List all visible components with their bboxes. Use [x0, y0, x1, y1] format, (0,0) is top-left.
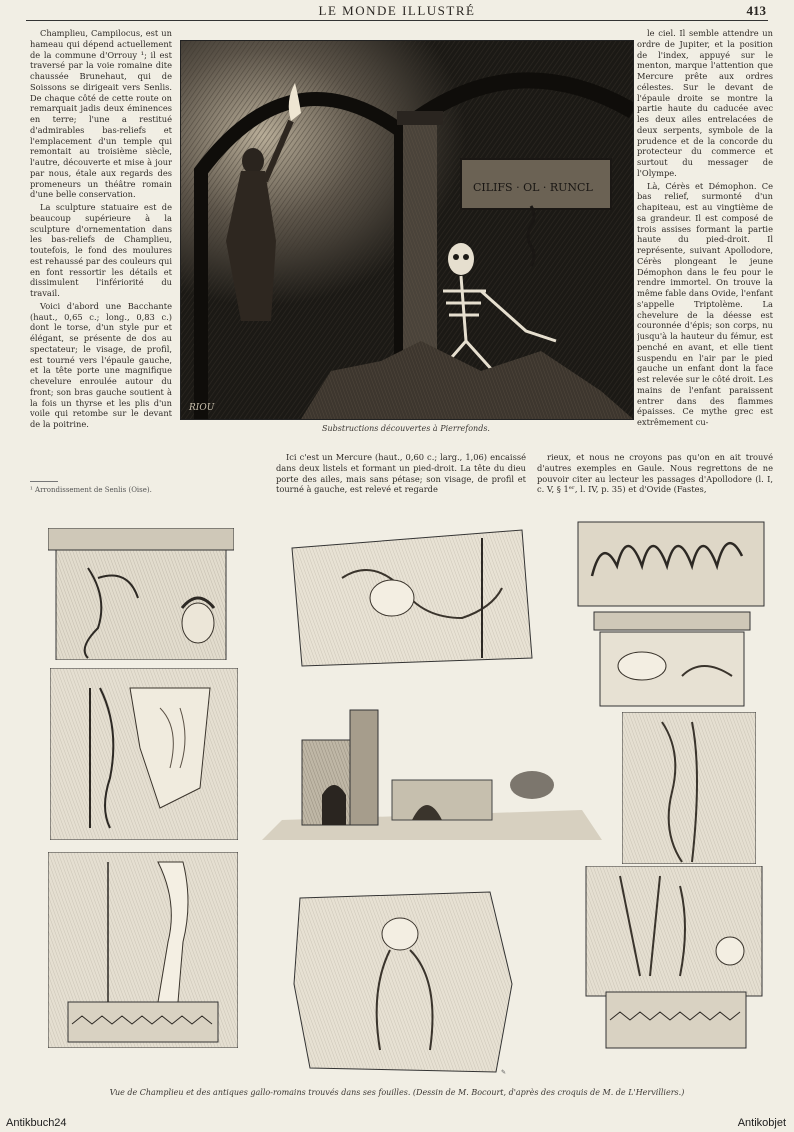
footnote-rule — [30, 481, 58, 482]
article-column-2 — [276, 452, 526, 496]
plate-caption: Vue de Champlieu et des antiques gallo-romains trouvés dans ses fouilles. (Dessin de M. Bocourt, d'après des croquis de M. de L'Hervilliers.) — [109, 1088, 685, 1097]
mercury-relief-plate — [50, 668, 238, 840]
bacchante-relief-plate — [48, 852, 238, 1048]
newspaper-title: LE MONDE ILLUSTRÉ — [318, 3, 476, 18]
watermark-left: Antikbuch24 — [6, 1117, 67, 1129]
main-illustration-caption: Substructions découvertes à Pierrefonds. — [322, 424, 490, 433]
draped-figure-plate — [622, 712, 756, 864]
paragraph: Là, Cérès et Démophon. Ce bas relief, surmonté d'un chapiteau, est au vingtième de sa grandeur. Il est composé de trois assises formant la partie haute du pied-droit. Il représente, suivant Apollodore, Cérès plongeant le jeune Démophon dans le feu pour le rendre immortel. On trouve la même fable dans Ovide, l'enfant s'appelle Triptolème. La chevelure de la déesse est couronnée d'épis; son corps, nu jusqu'à la hauteur du fémur, est penché en avant, et elle tient suspendu en l'air par le pied gauche un enfant dont la face est relevée sur le côté droit. Les mains de l'enfant paraissent entrer dans des flammes épaisses. Ce mythe grec est extrêmement cu- — [637, 180, 773, 427]
paragraph: La sculpture statuaire est de beaucoup supérieure à la sculpture d'ornementation dans les bas-reliefs de Champlieu, toutefois, le fond des moulures est rehaussé par des couleurs qui en font ressortir les détails et dissimulent l'infériorité du travail. — [30, 202, 172, 298]
champlieu-ruins-view — [262, 700, 602, 840]
article-column-1 — [30, 28, 172, 460]
page-number: 413 — [746, 3, 766, 18]
article-column-3 — [537, 452, 773, 496]
artist-signature: RIOU — [189, 403, 215, 413]
crypt-engraving — [180, 40, 634, 420]
demophon-relief-plate — [290, 884, 518, 1078]
article-column-4 — [637, 28, 773, 448]
paragraph: Ici c'est un Mercure (haut., 0,60 c.; larg., 1,06) encaissé dans deux listels et formant un pied-droit. La tête du dieu porte des ailes, mais sans pétase; son visage, de profil et tourné à gauche, est relevé et regarde — [276, 452, 526, 495]
svg-text:CILIFS · OL · RUNCL: CILIFS · OL · RUNCL — [473, 181, 593, 194]
ceres-demophon-plate — [580, 866, 768, 1050]
engraver-mark: ✎ — [500, 1069, 506, 1076]
capital-cornice-plate — [572, 516, 770, 708]
paragraph: rieux, et nous ne croyons pas qu'on en ait trouvé d'autres exemples en Gaule. Nous regrettons de ne pouvoir citer au lecteur les passages d'Apollodore (l. I, c. V, § 1ᵉʳ, l. IV, p. 35) et d'Ovide (Fastes, — [537, 452, 773, 495]
watermark-right: Antikobjet — [737, 1117, 786, 1129]
masthead — [26, 0, 768, 21]
paragraph: le ciel. Il semble attendre un ordre de Jupiter, et la position de l'index, appuyé sur le menton, marque l'attention que Mercure prête aux ordres célestes. Sur le devant de l'épaule droite se montre la partie haute du caducée avec les deux ailes entrelacées de deux serpents, symbole de la prudence et de la concorde du protecteur du commerce et surtout du messager de l'Olympe. — [637, 28, 773, 178]
ceres-frieze-plate — [282, 518, 538, 668]
paragraph: Champlieu, Campilocus, est un hameau qui dépend actuellement de la commune d'Orrouy ¹; il est traversé par la voie romaine dite chaussée Brunehaut, qui de Soissons se dirigeait vers Senlis. De chaque côté de cette route on remarquait jadis deux éminences en terre; l'une a restitué d'admirables bas-reliefs et l'emplacement d'un temple qui remontait au troisième siècle, l'autre, découverte et mise à jour par nous, étale aux regards des promeneurs un théâtre romain d'une belle conservation. — [30, 28, 172, 200]
footnote: ¹ Arrondissement de Senlis (Oise). — [30, 486, 152, 494]
bas-relief-capital-plate — [48, 528, 234, 660]
paragraph: Voici d'abord une Bacchante (haut., 0,65 c.; long., 0,83 c.) dont le torse, d'un style pur et élégant, se présente de dos au spectateur; le visage, de profil, est tourné vers l'épaule gauche, et la tête porte une magnifique chevelure enroulée autour du front; son bras gauche soutient à la fois un thyrse et les plis d'un voile qui retombe sur le devant de la poitrine. — [30, 300, 172, 429]
